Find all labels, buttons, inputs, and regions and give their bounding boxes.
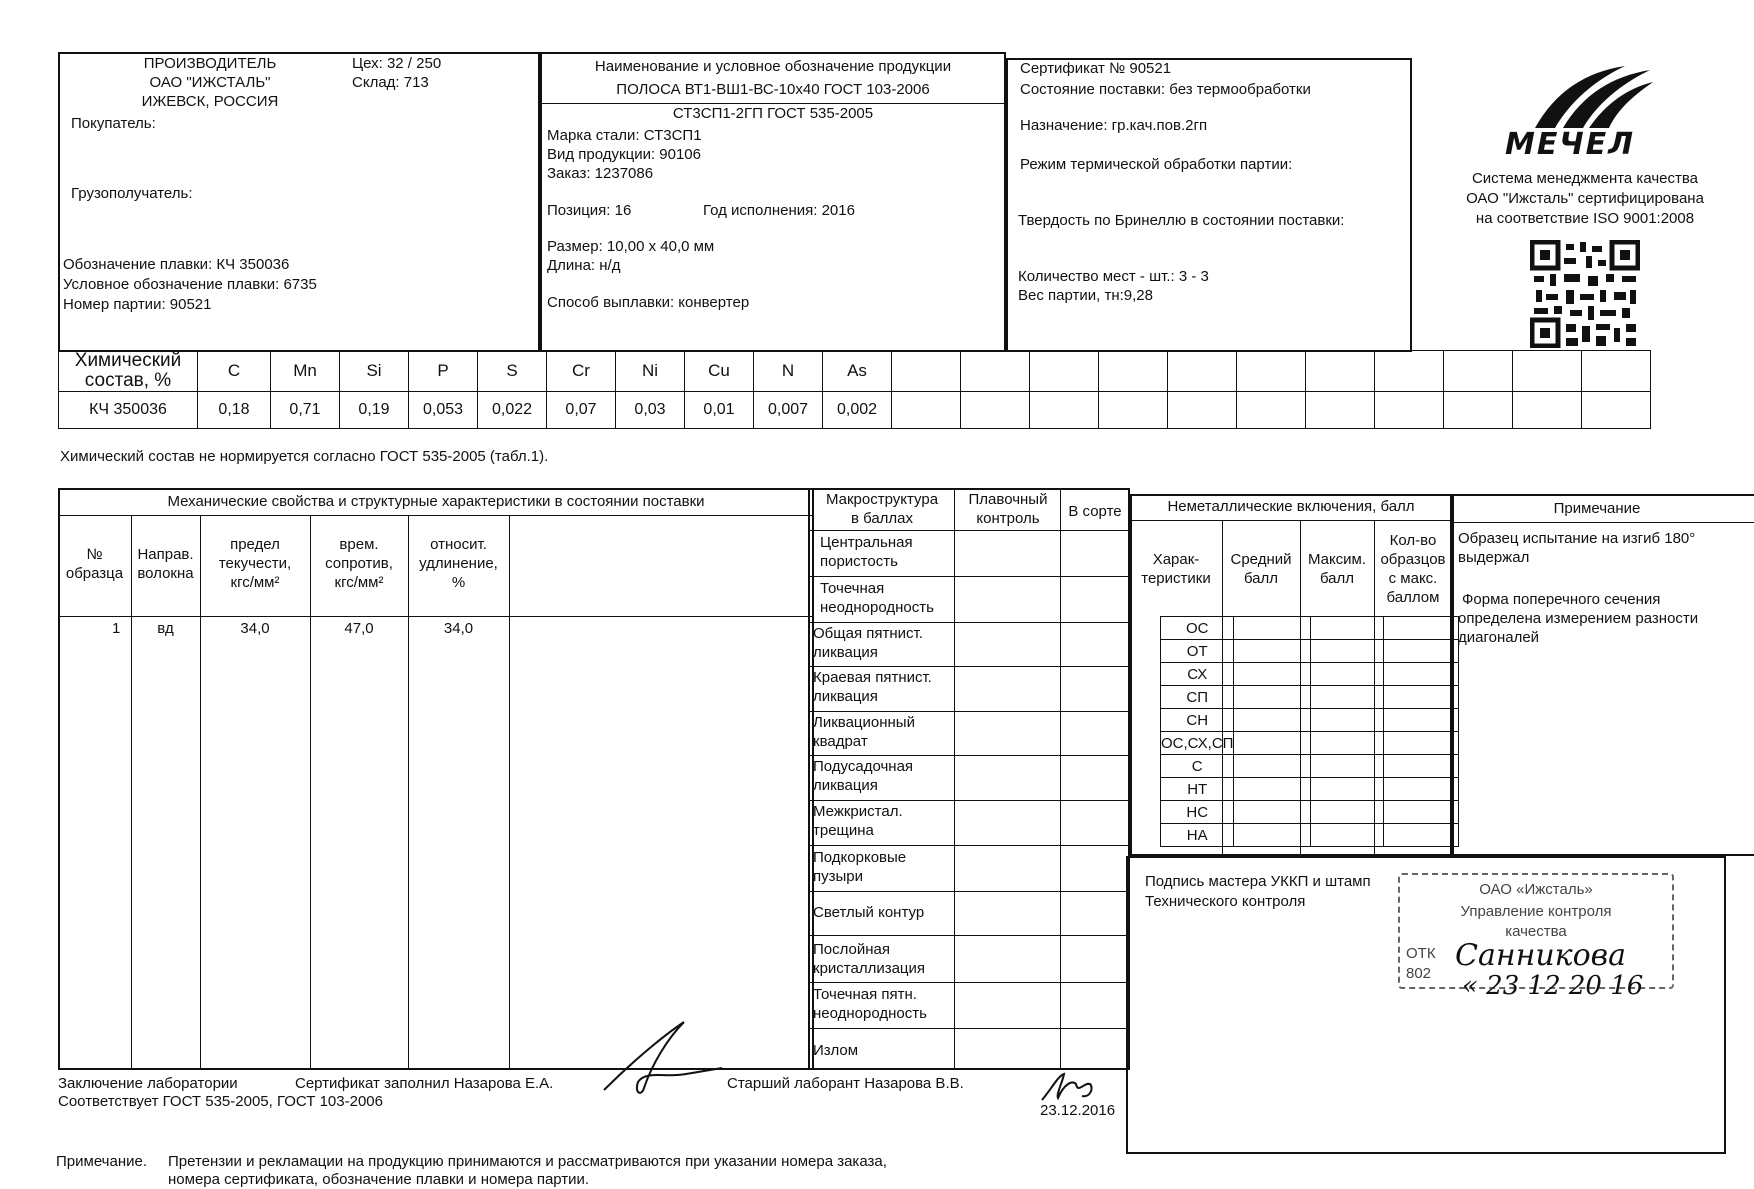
stamp-num: 802 — [1406, 965, 1432, 982]
senior-lab-assistant: Старший лаборант Назарова В.В. — [727, 1075, 964, 1092]
melting-method: Способ выплавки: конвертер — [547, 294, 750, 311]
nm-row: НТ — [1161, 778, 1234, 801]
row-yield: 34,0 — [240, 620, 270, 637]
remarks-line4: определена измерением разности — [1458, 610, 1699, 627]
nm-col-max: Максим. балл — [1307, 551, 1367, 587]
chemistry-note: Химический состав не нормируется согласно ГОСТ 535-2005 (табл.1). — [60, 448, 549, 465]
qms-line2: ОАО "Ижсталь" сертифицирована — [1466, 190, 1704, 207]
remarks-line5: диагоналей — [1458, 629, 1540, 646]
nm-row: НС — [1161, 801, 1234, 824]
product-name: ПОЛОСА ВТ1-ВШ1-ВС-10х40 ГОСТ 103-2006 — [616, 81, 930, 98]
macro-row-11: Точечная пятн. неоднородность — [813, 986, 927, 1022]
hardness: Твердость по Бринеллю в состоянии поставки: — [1018, 212, 1345, 229]
macro-row-8: Подкорковые пузыри — [813, 849, 907, 885]
signature-nazarova-ea-icon — [596, 1018, 726, 1098]
batch-weight: Вес партии, тн:9,28 — [1018, 287, 1153, 304]
remarks-title: Примечание — [1553, 500, 1641, 517]
macro-row-4: Краевая пятнист. ликвация — [813, 669, 932, 705]
macro-row-9: Светлый контур — [813, 904, 925, 921]
macro-row-3: Общая пятнист. ликвация — [813, 625, 923, 661]
product-type: Вид продукции: 90106 — [547, 146, 701, 163]
element-c: C — [198, 351, 271, 392]
places-count: Количество мест - шт.: 3 - 3 — [1018, 268, 1209, 285]
qms-line3: на соответствие ISO 9001:2008 — [1475, 210, 1695, 227]
footer-note-line2: номера сертификата, обозначение плавки и номера партии. — [168, 1171, 590, 1188]
col-elongation: относит. удлинение, % — [419, 536, 498, 591]
brand-name: МЕЧЕЛ — [1505, 127, 1635, 162]
qms-line1: Система менеджмента качества — [1471, 170, 1699, 187]
value-si: 0,19 — [340, 392, 409, 429]
chemistry-table — [58, 350, 1651, 429]
row-elongation: 34,0 — [443, 620, 474, 637]
remarks-line3: Форма поперечного сечения — [1462, 591, 1661, 608]
value-cr: 0,07 — [547, 392, 616, 429]
signature-date: « 23 12 20 16 — [1462, 971, 1644, 1001]
element-ni: Ni — [616, 351, 685, 392]
macro-row-10: Послойная кристаллизация — [813, 941, 926, 977]
nonmetallic-table — [1160, 616, 1459, 847]
in-grade-header: В сорте — [1068, 503, 1122, 520]
element-as: As — [823, 351, 892, 392]
row-direction: вд — [157, 620, 174, 637]
footer-note-line1: Претензии и рекламации на продукцию принимаются и рассматриваются при указании номера заказа, — [168, 1153, 887, 1170]
year: Год исполнения: 2016 — [703, 202, 855, 219]
element-cr: Cr — [547, 351, 616, 392]
col-sample-no: № образца — [65, 546, 124, 582]
remarks-line1: Образец испытание на изгиб 180° — [1458, 530, 1696, 547]
filled-by: Сертификат заполнил Назарова Е.А. — [295, 1075, 554, 1092]
value-mn: 0,71 — [271, 392, 340, 429]
macro-header: Макроструктура в баллах — [825, 491, 939, 527]
nonmetallic-title: Неметаллические включения, балл — [1167, 498, 1415, 515]
signature-name: Санникова — [1455, 938, 1627, 973]
stamp-text1: ОАО «Ижсталь» — [1479, 881, 1593, 898]
heat-treatment: Режим термической обработки партии: — [1020, 156, 1293, 173]
order-number: Заказ: 1237086 — [547, 165, 654, 182]
stamp-text2: Управление контроля — [1460, 903, 1612, 920]
consignee-label: Грузополучатель: — [71, 185, 193, 202]
col-tensile: врем. сопротив, кгс/мм² — [325, 536, 393, 591]
stamp-otk: ОТК — [1406, 945, 1436, 962]
value-c: 0,18 — [198, 392, 271, 429]
value-cu: 0,01 — [685, 392, 754, 429]
col-direction: Направ. волокна — [137, 546, 194, 582]
row-tensile: 47,0 — [344, 620, 374, 637]
row-sample-no: 1 — [112, 620, 121, 637]
certificate-number: Сертификат № 90521 — [1020, 60, 1172, 77]
value-s: 0,022 — [478, 392, 547, 429]
heat-conditional: Условное обозначение плавки: 6735 — [63, 276, 317, 293]
complies-with: Соответствует ГОСТ 535-2005, ГОСТ 103-2006 — [58, 1093, 383, 1110]
macro-row-6: Подусадочная ликвация — [813, 758, 914, 794]
value-p: 0,053 — [409, 392, 478, 429]
manufacturer-city: ИЖЕВСК, РОССИЯ — [141, 93, 279, 110]
element-s: S — [478, 351, 547, 392]
lab-conclusion: Заключение лаборатории — [58, 1075, 238, 1092]
purpose: Назначение: гр.кач.пов.2гп — [1020, 117, 1208, 134]
manufacturer-company: ОАО "ИЖСТАЛЬ" — [149, 74, 271, 91]
signature-line1: Подпись мастера УККП и штамп — [1145, 873, 1371, 890]
delivery-state: Состояние поставки: без термообработки — [1020, 81, 1311, 98]
buyer-label: Покупатель: — [71, 115, 156, 132]
lab-date: 23.12.2016 — [1040, 1102, 1116, 1119]
nm-row: ОС,СХ,СП — [1161, 732, 1234, 755]
element-cu: Cu — [685, 351, 754, 392]
qr-code-icon — [1530, 240, 1640, 348]
nm-row: СП — [1161, 686, 1234, 709]
element-si: Si — [340, 351, 409, 392]
macro-row-2: Точечная неоднородность — [820, 580, 934, 616]
col-yield: предел текучести, кгс/мм² — [218, 536, 292, 591]
value-n: 0,007 — [754, 392, 823, 429]
mechanical-title: Механические свойства и структурные характеристики в состоянии поставки — [167, 493, 705, 510]
batch-number: Номер партии: 90521 — [63, 296, 212, 313]
warehouse-number: Склад: 713 — [352, 74, 429, 91]
footer-note-label: Примечание. — [56, 1153, 147, 1170]
macro-row-1: Центральная пористость — [820, 534, 913, 570]
nm-col-count: Кол-во образцов с макс. баллом — [1380, 532, 1446, 606]
element-n: N — [754, 351, 823, 392]
nm-row: ОТ — [1161, 640, 1234, 663]
nm-col-avg: Средний балл — [1230, 551, 1292, 587]
element-mn: Mn — [271, 351, 340, 392]
size: Размер: 10,00 х 40,0 мм — [547, 238, 715, 255]
product-header: Наименование и условное обозначение продукции — [594, 58, 952, 75]
chemistry-label: Химический состав, % — [59, 351, 198, 392]
nm-row: СН — [1161, 709, 1234, 732]
stamp-text3: качества — [1505, 923, 1567, 940]
certificate-box — [1006, 58, 1412, 352]
value-as: 0,002 — [823, 392, 892, 429]
nm-col-char: Харак- теристики — [1141, 551, 1211, 587]
macro-row-12: Излом — [813, 1042, 859, 1059]
length: Длина: н/д — [547, 257, 621, 274]
nm-row: НА — [1161, 824, 1234, 847]
heat-designation: Обозначение плавки: КЧ 350036 — [63, 256, 290, 273]
heat-id: КЧ 350036 — [59, 392, 198, 429]
macro-row-7: Межкристал. трещина — [813, 803, 903, 839]
element-p: P — [409, 351, 478, 392]
signature-line2: Технического контроля — [1145, 893, 1306, 910]
signature-nazarova-vv-icon — [1038, 1070, 1102, 1104]
mechel-logo-icon — [1525, 62, 1655, 132]
melt-control-header: Плавочный контроль — [968, 491, 1048, 527]
nm-row: С — [1161, 755, 1234, 778]
nm-row: СХ — [1161, 663, 1234, 686]
product-grade-line: СТ3СП1-2ГП ГОСТ 535-2005 — [672, 105, 874, 122]
macro-row-5: Ликвационный квадрат — [813, 714, 915, 750]
manufacturer-title: ПРОИЗВОДИТЕЛЬ — [143, 55, 277, 72]
steel-grade: Марка стали: СТ3СП1 — [547, 127, 702, 144]
value-ni: 0,03 — [616, 392, 685, 429]
nm-row: ОС — [1161, 617, 1234, 640]
shop-number: Цех: 32 / 250 — [352, 55, 442, 72]
position: Позиция: 16 — [547, 202, 632, 219]
remarks-line2: выдержал — [1458, 549, 1530, 566]
